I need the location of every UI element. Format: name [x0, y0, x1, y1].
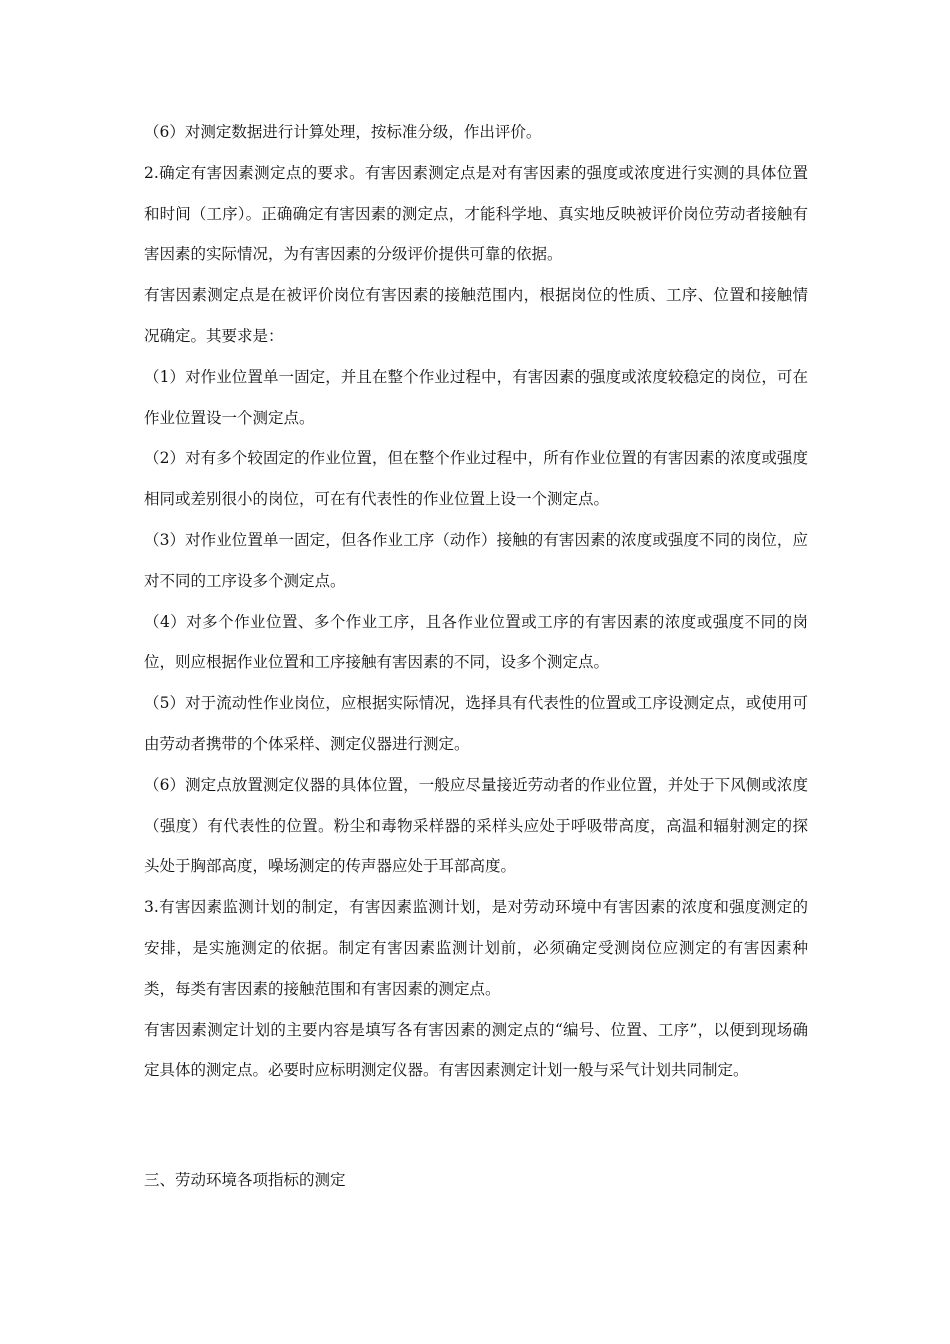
- paragraph-requirement-6: （6）测定点放置测定仪器的具体位置，一般应尽量接近劳动者的作业位置，并处于下风侧或浓度（强度）有代表性的位置。粉尘和毒物采样器的采样头应处于呼吸带高度，高温和辐射测定的探头处于胸部高度，噪场测定的传声器应处于耳部高度。: [144, 775, 808, 876]
- paragraph-monitoring-plan-content: 有害因素测定计划的主要内容是填写各有害因素的测定点的“编号、位置、工序”，以便到现场确定具体的测定点。必要时应标明测定仪器。有害因素测定计划一般与采气计划共同制定。: [144, 1020, 808, 1080]
- section-heading: 三、劳动环境各项指标的测定: [144, 1171, 346, 1189]
- paragraph-measurement-point-definition: 有害因素测定点是在被评价岗位有害因素的接触范围内，根据岗位的性质、工序、位置和接触情况确定。其要求是：: [144, 286, 808, 345]
- paragraph-requirement-2: （2）对有多个较固定的作业位置，但在整个作业过程中，所有作业位置的有害因素的浓度或强度相同或差别很小的岗位，可在有代表性的作业位置上设一个测定点。: [144, 449, 808, 509]
- paragraph-monitoring-plan: 3.有害因素监测计划的制定，有害因素监测计划，是对劳动环境中有害因素的浓度和强度测定的安排，是实施测定的依据。制定有害因素监测计划前，必须确定受测岗位应测定的有害因素种类，每类有害因素的接触范围和有害因素的测定点。: [144, 898, 808, 998]
- paragraph-requirement-5: （5）对于流动性作业岗位，应根据实际情况，选择具有代表性的位置或工序设测定点，或使用可由劳动者携带的个体采样、测定仪器进行测定。: [144, 694, 808, 753]
- paragraph-step-6-evaluation: （6）对测定数据进行计算处理，按标准分级，作出评价。: [144, 123, 542, 141]
- document-body: [144, 112, 808, 1091]
- paragraph-requirement-3: （3）对作业位置单一固定，但各作业工序（动作）接触的有害因素的浓度或强度不同的岗位，应对不同的工序设多个测定点。: [144, 530, 808, 590]
- paragraph-measurement-point-requirements: 2.确定有害因素测定点的要求。有害因素测定点是对有害因素的强度或浓度进行实测的具体位置和时间（工序）。正确确定有害因素的测定点，才能科学地、真实地反映被评价岗位劳动者接触有害因素的实际情况，为有害因素的分级评价提供可靠的依据。: [144, 163, 808, 264]
- paragraph-requirement-4: （4）对多个作业位置、多个作业工序，且各作业位置或工序的有害因素的浓度或强度不同的岗位，则应根据作业位置和工序接触有害因素的不同，设多个测定点。: [144, 612, 808, 672]
- paragraph-requirement-1: （1）对作业位置单一固定，并且在整个作业过程中，有害因素的强度或浓度较稳定的岗位，可在作业位置设一个测定点。: [144, 367, 808, 427]
